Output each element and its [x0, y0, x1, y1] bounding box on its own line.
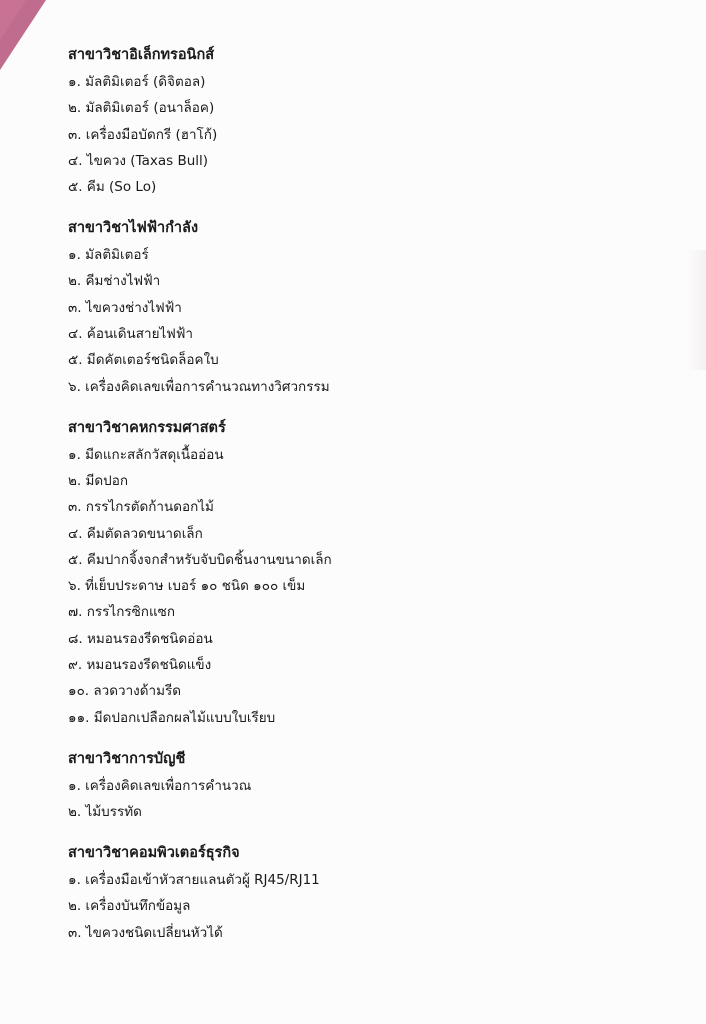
list-item: ๓. กรรไกรตัดก้านดอกไม้: [68, 499, 214, 516]
section-business-computer: [68, 842, 668, 944]
scan-shadow: [686, 250, 706, 370]
document-body: [68, 44, 668, 963]
list-item: ๒. มัลติมิเตอร์ (อนาล็อค): [68, 100, 215, 117]
list-item: ๕. คีมปากจิ้งจกสำหรับจับบิดชิ้นงานขนาดเล็ก: [68, 551, 332, 568]
list-item: ๕. คีม (So Lo): [68, 179, 157, 196]
section-heading: สาขาวิชาอิเล็กทรอนิกส์: [68, 47, 215, 63]
list-item: ๒. เครื่องบันทึกข้อมูล: [68, 898, 191, 915]
list-item: ๖. ที่เย็บประดาษ เบอร์ ๑๐ ชนิด ๑๐๐ เข็ม: [68, 578, 306, 595]
list-item: ๑๐. ลวดวางด้ามรีด: [68, 683, 182, 700]
item-list: [68, 869, 668, 944]
list-item: ๑. เครื่องมือเข้าหัวสายแลนตัวผู้ RJ45/RJ11: [68, 871, 320, 888]
section-heading: สาขาวิชาไฟฟ้ากำลัง: [68, 220, 199, 237]
list-item: ๔. ไขควง (Taxas Bull): [68, 152, 209, 169]
section-heading: สาขาวิชาคอมพิวเตอร์ธุรกิจ: [68, 844, 240, 861]
list-item: ๑๑. มีดปอกเปลือกผลไม้แบบใบเรียบ: [68, 709, 276, 726]
section-heading: สาขาวิชาคหกรรมศาสตร์: [68, 419, 226, 436]
list-item: ๙. หมอนรองรีดชนิดแข็ง: [68, 657, 212, 674]
list-item: ๓. ไขควงชนิดเปลี่ยนหัวได้: [68, 924, 223, 941]
list-item: ๒. มีดปอก: [68, 472, 128, 489]
item-list: [68, 71, 668, 198]
list-item: ๔. คีมตัดลวดขนาดเล็ก: [68, 525, 203, 542]
section-heading: สาขาวิชาการบัญชี: [68, 750, 186, 767]
list-item: ๕. มีดคัตเตอร์ชนิดล็อคใบ: [68, 352, 219, 369]
list-item: ๑. มัลติมิเตอร์: [68, 247, 149, 264]
list-item: ๒. คีมช่างไฟฟ้า: [68, 273, 161, 290]
list-item: ๖. เครื่องคิดเลขเพื่อการคำนวณทางวิศวกรรม: [68, 378, 330, 395]
list-item: ๑. เครื่องคิดเลขเพื่อการคำนวณ: [68, 777, 252, 794]
list-item: ๘. หมอนรองรีดชนิดอ่อน: [68, 630, 213, 647]
list-item: ๑. มัลติมิเตอร์ (ดิจิตอล): [68, 74, 206, 90]
item-list: [68, 244, 668, 397]
list-item: ๓. ไขควงช่างไฟฟ้า: [68, 299, 182, 316]
list-item: ๒. ไม้บรรทัด: [68, 803, 142, 820]
item-list: [68, 775, 668, 823]
corner-paper-mark-inner: [0, 0, 26, 40]
section-home-economics: [68, 417, 668, 729]
section-electronics: [68, 44, 668, 198]
list-item: ๓. เครื่องมือบัดกรี (ฮาโก้): [68, 126, 218, 143]
item-list: [68, 444, 668, 729]
list-item: ๑. มีดแกะสลักวัสดุเนื้ออ่อน: [68, 446, 224, 463]
section-electrical-power: [68, 217, 668, 397]
list-item: ๗. กรรไกรซิกแซก: [68, 604, 175, 621]
list-item: ๔. ค้อนเดินสายไฟฟ้า: [68, 326, 193, 343]
section-accounting: [68, 748, 668, 823]
